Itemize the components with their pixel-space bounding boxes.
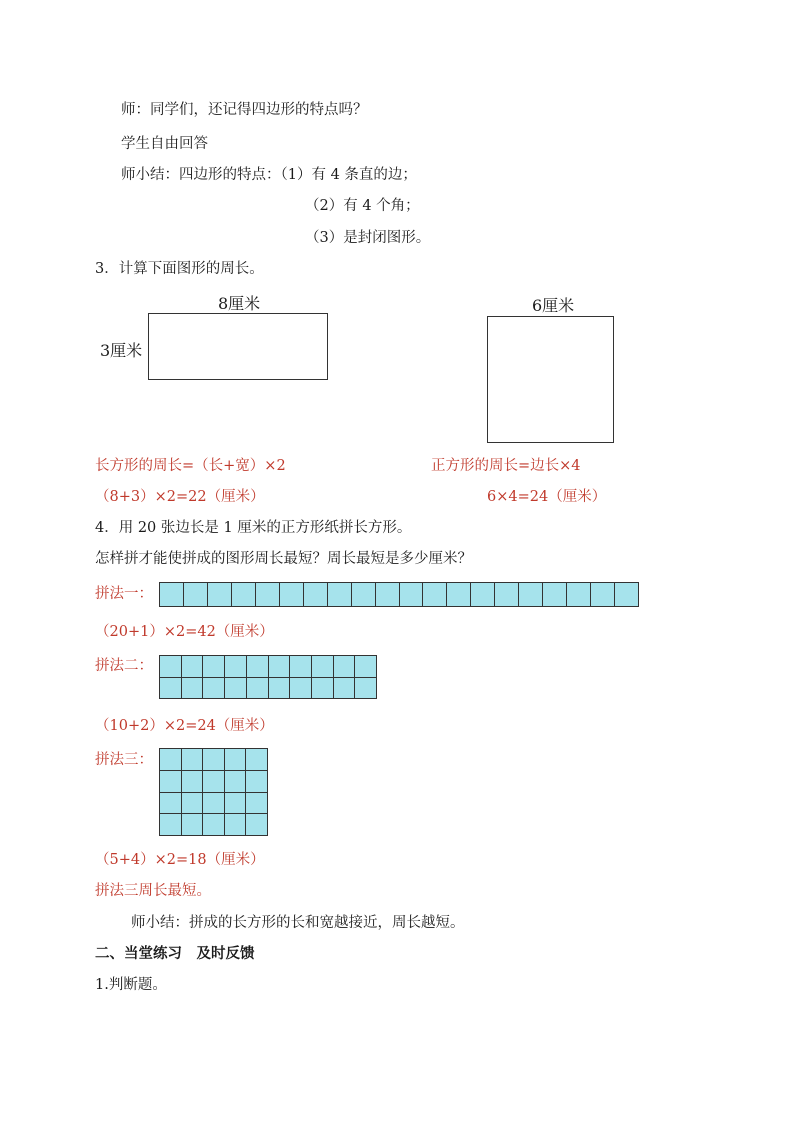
square-tile [256,583,280,607]
square-tile [519,583,543,607]
square-tile [203,771,225,793]
teacher-summary: 师小结：四边形的特点：（1）有 4 条直的边； [121,167,417,183]
square-tile [184,583,208,607]
rect-perimeter-formula: 长方形的周长=（长+宽）×2 [95,458,286,474]
square-tile [246,814,268,836]
square-tile [312,678,334,700]
square-tile [182,814,204,836]
judgment-question-title: 1.判断题。 [95,977,167,993]
method-2-label: 拼法二： [95,658,153,674]
square-tile [543,583,567,607]
square-tile [225,771,247,793]
square-tile [225,749,247,771]
rect-perimeter-calc: （8+3）×2=22（厘米） [95,489,265,505]
square-tile [182,771,204,793]
method-2-calc: （10+2）×2=24（厘米） [95,718,274,734]
square-tile [203,656,225,678]
method-1-label: 拼法一： [95,586,153,602]
square-tile [304,583,328,607]
square-tile [160,771,182,793]
square-tile [246,793,268,815]
square-tile [400,583,424,607]
square-tile [567,583,591,607]
square-tile [160,656,182,678]
q4-question: 怎样拼才能使拼成的图形周长最短？周长最短是多少厘米？ [95,551,472,567]
square-tile [269,656,291,678]
q4-conclusion: 拼法三周长最短。 [95,883,211,899]
square-tile [447,583,471,607]
square-tile [160,793,182,815]
square-tile [225,678,247,700]
square-tile [328,583,352,607]
rect-length-label: 8厘米 [218,294,261,313]
square-tile [203,793,225,815]
square-tile [203,749,225,771]
method-3-tile-grid [159,748,268,836]
square-tile [160,678,182,700]
square-tile [290,656,312,678]
square-figure [487,316,614,443]
square-tile [232,583,256,607]
square-tile [182,656,204,678]
square-tile [182,678,204,700]
square-tile [312,656,334,678]
square-tile [160,749,182,771]
method-2-tile-grid [159,655,377,699]
square-tile [246,771,268,793]
square-tile [269,678,291,700]
square-tile [225,656,247,678]
q4-title: 4．用 20 张边长是 1 厘米的正方形纸拼长方形。 [95,520,412,536]
square-tile [471,583,495,607]
square-tile [247,656,269,678]
student-answer: 学生自由回答 [121,136,208,152]
square-tile [495,583,519,607]
square-tile [591,583,615,607]
square-tile [182,793,204,815]
square-tile [160,814,182,836]
q4-teacher-summary: 师小结：拼成的长方形的长和宽越接近，周长越短。 [131,915,465,931]
square-tile [334,678,356,700]
square-perimeter-formula: 正方形的周长=边长×4 [431,458,581,474]
teacher-question: 师：同学们，还记得四边形的特点吗？ [121,102,368,118]
method-1-calc: （20+1）×2=42（厘米） [95,624,274,640]
square-tile [376,583,400,607]
square-tile [355,678,377,700]
q3-title: 3．计算下面图形的周长。 [95,261,264,277]
square-tile [352,583,376,607]
square-tile [423,583,447,607]
square-tile [280,583,304,607]
square-tile [203,814,225,836]
square-tile [355,656,377,678]
section-2-heading: 二、当堂练习 及时反馈 [95,946,255,962]
rect-width-label: 3厘米 [100,341,143,360]
square-tile [615,583,639,607]
feature-2: （2）有 4 个角； [305,198,420,214]
square-tile [246,749,268,771]
method-3-calc: （5+4）×2=18（厘米） [95,852,265,868]
square-tile [225,814,247,836]
square-side-label: 6厘米 [532,296,575,315]
square-tile [160,583,184,607]
square-tile [182,749,204,771]
square-tile [334,656,356,678]
square-tile [203,678,225,700]
square-tile [225,793,247,815]
method-1-tile-grid [159,582,639,607]
square-perimeter-calc: 6×4=24（厘米） [487,489,607,505]
square-tile [208,583,232,607]
feature-3: （3）是封闭图形。 [305,230,431,246]
square-tile [290,678,312,700]
square-tile [247,678,269,700]
rectangle-figure [148,313,328,380]
method-3-label: 拼法三： [95,752,153,768]
